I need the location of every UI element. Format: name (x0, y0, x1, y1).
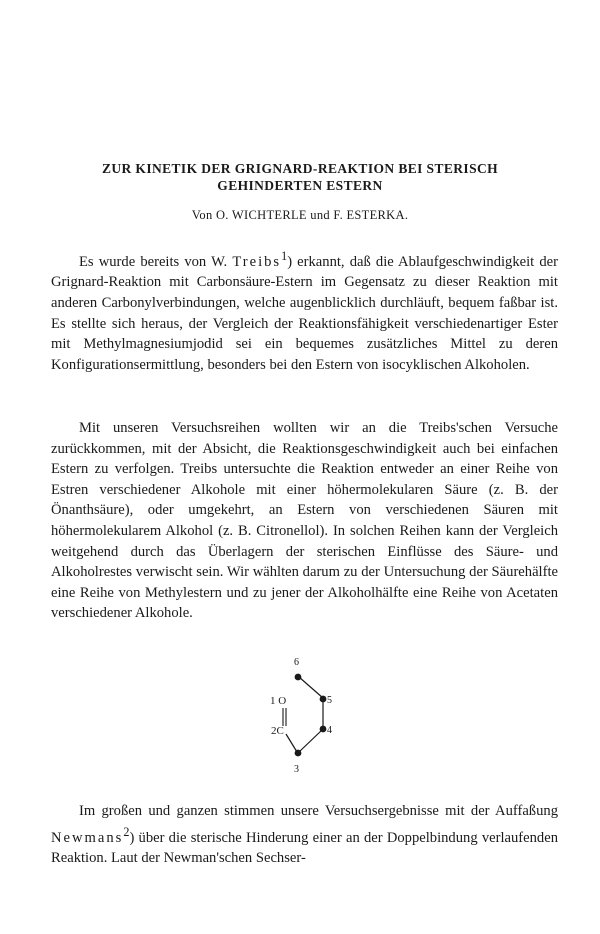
bond-6-5 (299, 677, 323, 698)
bond-3-2 (286, 734, 297, 752)
label-3: 3 (294, 764, 299, 775)
author-line (40, 208, 560, 223)
label-4: 4 (327, 725, 332, 736)
title-line-1: ZUR KINETIK DER GRIGNARD-REAKTION BEI STERISCH (101, 161, 499, 176)
p1-text-a: Es wurde bereits von W. (79, 253, 228, 270)
label-1O: 1 O (270, 695, 287, 707)
paragraph-2: Mit unseren Versuchsreihen wollten wir an die Treibs'schen Versuche zurückkommen, mit der Absicht, die Reaktionsgeschwindigkeit auch bei einfachen Estern zu verfolgen. Treibs untersuchte die Reaktion entweder an einer Reihe von Estren verschiedener Alkohole mit einer höhermolekularen Säure (z. B. der Önanthsäure), oder umgekehrt, an Estern von verschiedenen Säuren mit höhermolekularem Alkohol (z. B. Citronellol). In solchen Reihen kann der Vergleich weitgehend durch das Überlagern der sterischen Einflüsse des Säure- und Alkoholrestes verwischt sein. Wir wählten darum zu der Untersuchung der Säurehälfte eine Reihe von Methylestern und zu jener der Alkoholhälfte eine Reihe von Acetaten verschiedener Alkohole. (51, 420, 558, 622)
bond-4-3 (299, 730, 322, 752)
ring-diagram (250, 652, 350, 780)
label-5: 5 (327, 695, 332, 706)
p3-footnote-ref: 2 (123, 824, 130, 839)
p3-text-a: Im großen und ganzen stimmen unsere Versuchsergebnisse mit der Auffaßung (79, 803, 558, 819)
author-und: und (310, 208, 330, 222)
p1-text-b: ) erkannt, daß die Ablaufgeschwindigkeit der Grignard-Reaktion mit Carbonsäure-Estern im Gegensatz zu dieser Reaktion mit anderen Carbonylverbindungen, welche augenblicklich durchläuft, bequem faßbar ist. Es stellte sich heraus, der Vergleich der Reaktionsfähigkeit verschiedenartiger Ester mit Methylmagnesiumjodid sei ein bequemes zusätzliches Mittel zu deren Konfigurationsermittlung, besonders bei den Estern von isocyklischen Alkoholen. (51, 253, 558, 373)
title-line-2: GEHINDERTEN ESTERN (217, 178, 383, 193)
author-1: O. WICHTERLE (215, 208, 307, 222)
paragraph-1 (51, 246, 558, 375)
p1-author-name: Treibs (232, 253, 282, 270)
paragraph-3 (51, 801, 558, 869)
atom-5 (320, 696, 327, 703)
article-title (40, 160, 560, 194)
label-6: 6 (294, 657, 299, 668)
atom-6 (295, 674, 302, 681)
p3-text-b: ) über die sterische Hinderung einer an der Doppelbindung verlaufenden Reaktion. Laut der Newman'schen Sechser- (51, 829, 558, 867)
author-2: F. ESTERKA. (333, 208, 409, 222)
author-von: Von (191, 208, 213, 222)
atom-3 (295, 750, 302, 757)
label-2C: 2C (271, 725, 284, 737)
atom-4 (320, 726, 327, 733)
p1-footnote-ref: 1 (281, 249, 288, 263)
p3-author-name: Newmans (51, 829, 124, 846)
